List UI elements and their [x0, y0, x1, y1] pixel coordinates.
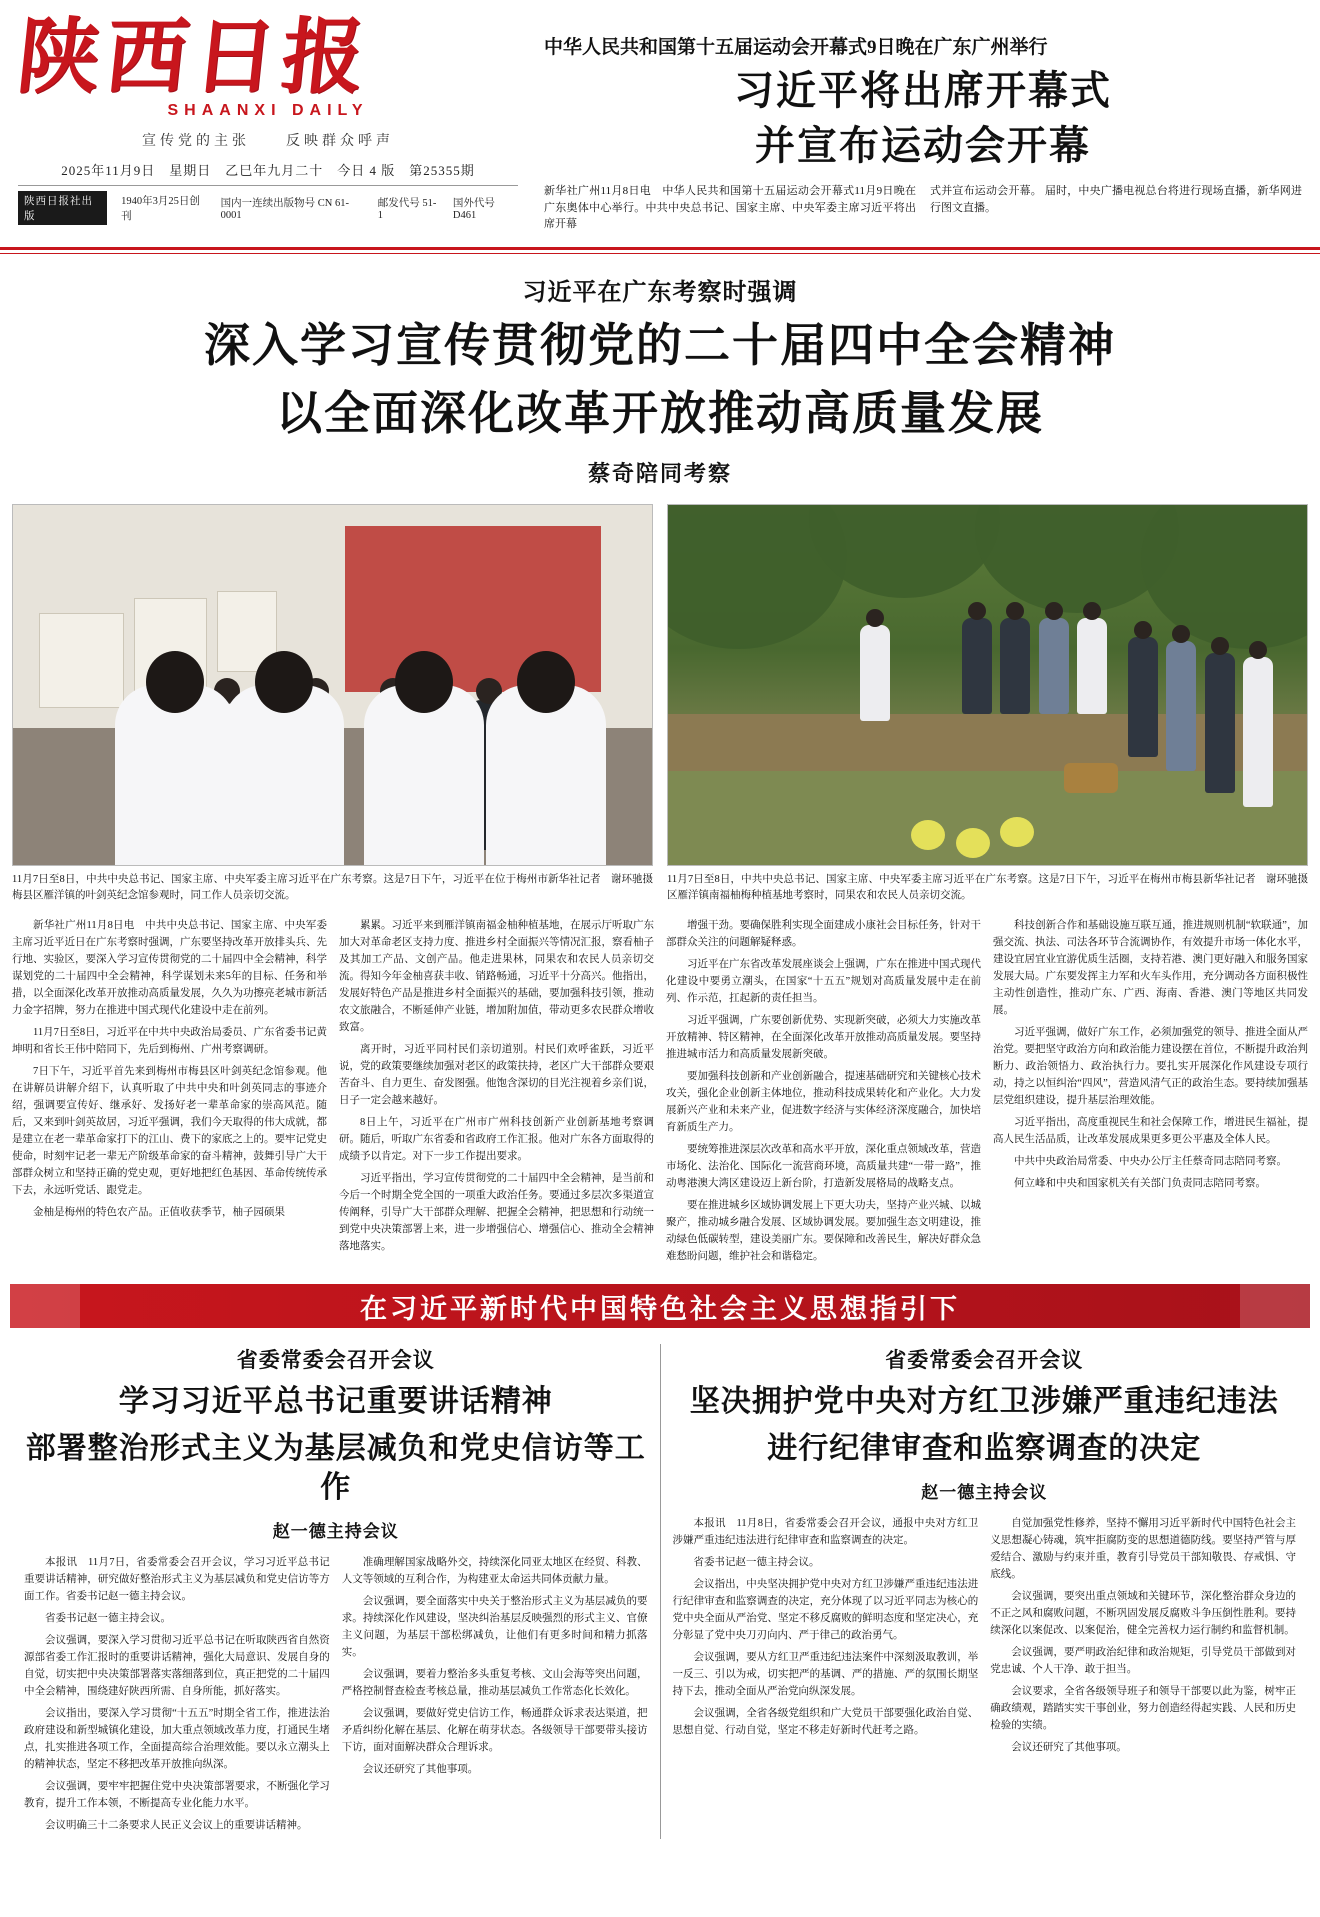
- photo-block-2: [667, 504, 1308, 904]
- masthead-divider: [18, 185, 518, 186]
- paragraph: 要在推进城乡区域协调发展上下更大功夫，坚持产业兴城、以城聚产，推动城乡融合发展、区域协调发展。要加强生态文明建设，推动绿色低碳转型，建设美丽广东。要保障和改善民生，解决好群众急难愁盼问题，维护社会和谐稳定。: [666, 1200, 981, 1263]
- section-banner-text: 在习近平新时代中国特色社会主义思想指引下: [360, 1293, 960, 1324]
- bottom-story-1-subhead: 赵一德主持会议: [272, 1522, 399, 1542]
- founded-date: 1940年3月25日创刊: [121, 196, 200, 223]
- paragraph: 会议明确三十二条要求人民正义会议上的重要讲话精神。: [45, 1820, 308, 1832]
- bottom-stories: [0, 1328, 1320, 1839]
- paragraph: 中共中央政治局常委、中央办公厅主任蔡奇同志陪同考察。: [1014, 1156, 1287, 1168]
- paragraph: 金柚是梅州的特色农产品。正值收获季节，柚子园硕果: [33, 1207, 285, 1219]
- main-kicker: 习近平在广东考察时强调: [522, 279, 798, 306]
- photo-block-1: [12, 504, 653, 904]
- lead-kicker: 中华人民共和国第十五届运动会开幕式9日晚在广东广州举行: [544, 37, 1048, 58]
- photo-caption-2: [667, 872, 1308, 904]
- bottom-story-2-kicker: 省委常委会召开会议: [885, 1348, 1084, 1373]
- lead-body-col1: 新华社广州11月8日电 中华人民共和国第十五届运动会开幕式11月9日晚在广东奥体中心举行。中共中央总书记、国家主席、中央军委主席习近平将出席开幕: [544, 185, 916, 231]
- paragraph: 会议强调，要深入学习贯彻习近平总书记在听取陕西省自然资源部省委工作汇报时的重要讲话精神，强化大局意识、发展自身的自觉，切实把中央决策部署落实落细落到位，真正把党的二十届四中全会精神，围绕建好陕西所需、自身所能，抓好落实。: [24, 1635, 330, 1698]
- paragraph: 7日下午，习近平首先来到梅州市梅县区叶剑英纪念馆参观。他在讲解员讲解介绍下，认真听取了中共中央和叶剑英同志的事迹介绍，强调要宣传好、继承好、发扬好老一辈革命家的崇高风范。随后，又来到叶剑英故居，习近平强调，我们今天取得的伟大成就，都是建立在老一辈革命家打下的江山、费下的家底之上的。要牢记党史使命，时刻牢记老一辈无产阶级革命家的奋斗精神，鼓舞引导广大干部群众树立和坚持正确的党史观，更好地把红色基因、革命传统传承下去，永远听党话、跟党走。: [12, 1066, 327, 1197]
- bottom-story-1-headline-l2: 部署整治形式主义为基层减负和党史信访等工作: [25, 1432, 646, 1505]
- paragraph: 习近平指出，学习宣传贯彻党的二十届四中全会精神，是当前和今后一个时期全党全国的一项重大政治任务。要通过多层次多渠道宣传阐释，引导广大干部群众理解、把握全会精神，把思想和行动统一到党中央决策部署上来，进一步增强信心、增强信心、推动全会精神落地落实。: [339, 1173, 654, 1253]
- paragraph: 何立峰和中央和国家机关有关部门负责同志陪同考察。: [1014, 1178, 1266, 1190]
- photo-caption-text-2: 11月7日至8日，中共中央总书记、国家主席、中央军委主席习近平在广东考察。这是7日下午，习近平在梅州市梅县区雁洋镇南福柚梅种植基地考察时，同果农和农民人员亲切交流。: [667, 873, 1203, 901]
- photo-caption-1: [12, 872, 653, 904]
- photo-credit-2: 新华社记者 谢环驰摄: [1203, 873, 1308, 885]
- photo-credit-1: 新华社记者 谢环驰摄: [548, 873, 653, 885]
- paragraph: 会议强调，全省各级党组织和广大党员干部要强化政治自觉、思想自觉、行动自觉，坚定不移走好新时代赶考之路。: [672, 1708, 979, 1737]
- bottom-story-1-kicker: 省委常委会召开会议: [236, 1348, 435, 1373]
- main-headline-line2: 以全面深化改革开放推动高质量发展: [276, 387, 1044, 439]
- paragraph: 会议还研究了其他事项。: [1011, 1742, 1127, 1754]
- paragraph: 本报讯 11月7日，省委常委会召开会议，学习习近平总书记重要讲话精神，研究做好整治形式主义为基层减负和党史信访等方面工作。省委书记赵一德主持会议。: [24, 1557, 330, 1603]
- bottom-story-2-subhead: 赵一德主持会议: [921, 1483, 1048, 1503]
- red-divider: [0, 247, 1320, 254]
- paragraph: 要加强科技创新和产业创新融合，提速基础研究和关键核心技术攻关，强化企业创新主体地位，推动科技成果转化和产业化。大力发展新兴产业和未来产业，促进数字经济与实体经济深度融合，加快培育新质生产力。: [666, 1071, 981, 1134]
- bottom-story-2-body: [673, 1515, 1297, 1761]
- paragraph: 累累。习近平来到雁洋镇南福金柚种植基地，在展示厅听取广东加大对革命老区支持力度、推进乡村全面振兴等情况汇报，察看柚子及其加工产品、文创产品。他走进果林，同果农和农民人员亲切交流。得知今年金柚喜获丰收、销路畅通，习近平十分高兴。他指出，发展好特色产品是推进乡村全面振兴的基础，要加强科技引领，推动农文旅融合，不断延伸产业链，增加附加值，带动更多农民群众增收致富。: [339, 920, 654, 1034]
- cn-number: 国内一连续出版物号 CN 61-0001: [220, 198, 349, 222]
- paragraph: 省委书记赵一德主持会议。: [693, 1557, 820, 1569]
- paragraph: 11月7日至8日，习近平在中共中央政治局委员、广东省委书记黄坤明和省长王伟中陪同下，先后到梅州、广州考察调研。: [12, 1027, 327, 1056]
- paragraph: 会议强调，要突出重点领域和关键环节，深化整治群众身边的不正之风和腐败问题，不断巩固发展反腐败斗争压倒性胜利。要持续深化以案促改、以案促治，健全完善权力运行制约和监督机制。: [990, 1591, 1296, 1637]
- paragraph: 本报讯 11月8日，省委常委会召开会议，通报中央对方红卫涉嫌严重违纪违法进行纪律审查和监察调查的决定。: [672, 1518, 979, 1547]
- paragraph: 自觉加强党性修养，坚持不懈用习近平新时代中国特色社会主义思想凝心铸魂，筑牢拒腐防变的思想道德防线。要坚持严管与厚爱结合、激励与约束并重，教育引导党员干部知敬畏、存戒惧、守底线。: [990, 1518, 1296, 1581]
- photo-row: [0, 504, 1320, 904]
- bottom-story-1-body: [24, 1554, 648, 1839]
- lead-body: [544, 183, 1302, 237]
- publisher-tag: 陕西日报社出版: [18, 191, 107, 225]
- paragraph: 习近平强调，做好广东工作，必须加强党的领导、推进全面从严治党。要把坚守政治方向和政治能力建设摆在首位，不断提升政治判断力、政治领悟力、政治执行力。要扎实开展深化作风建设专项行动，持之以恒纠治“四风”，营造风清气正的政治生态。要持续加强基层党组织建设，提升基层治理效能。: [993, 1027, 1308, 1107]
- main-headline-line1: 深入学习宣传贯彻党的二十届四中全会精神: [204, 319, 1116, 371]
- newspaper-title: 陕西日报: [12, 9, 376, 105]
- photo-meizhou-orchard: [667, 504, 1308, 866]
- bottom-story-2-headline-l1: 坚决拥护党中央对方红卫涉嫌严重违纪违法: [689, 1385, 1279, 1419]
- lead-headline-line2: 并宣布运动会开幕: [755, 123, 1091, 169]
- newspaper-title-en: SHAANXI DAILY: [167, 102, 369, 120]
- paragraph: 会议指出，要深入学习贯彻“十五五”时期全省工作，推进法治政府建设和新型城镇化建设，加大重点领域改革力度，打通民生堵点，扎实推进各项工作，全面提高综合治理效能。要以永立潮头上的精神状态，坚定不移把改革开放推向纵深。: [24, 1708, 330, 1771]
- photo-meizhou-memorial: [12, 504, 653, 866]
- article-column-2: [339, 917, 654, 1270]
- paragraph: 会议强调，要牢牢把握住党中央决策部署要求，不断强化学习教育，提升工作本领，不断提高专业化能力水平。: [24, 1781, 330, 1810]
- overseas-code: 国外代号 D461: [452, 198, 495, 222]
- bottom-story-1-headline-l1: 学习习近平总书记重要讲话精神: [118, 1385, 553, 1419]
- paragraph: 会议指出，中央坚决拥护党中央对方红卫涉嫌严重违纪违法进行纪律审查和监察调查的决定，充分体现了以习近平同志为核心的党中央全面从严治党、坚定不移反腐败的鲜明态度和坚定决心，充分彰显了党中央刀刃向内、严于律己的政治勇气。: [672, 1579, 979, 1642]
- paragraph: 习近平在广东省改革发展座谈会上强调，广东在推进中国式现代化建设中要勇立潮头，在国家“十五五”规划对高质量发展中走在前列、作示范，扛起新的责任担当。: [666, 959, 981, 1005]
- bottom-story-2: [661, 1344, 1309, 1839]
- masthead-lead-story: [518, 14, 1302, 237]
- paragraph: 会议强调，要全面落实中央关于整治形式主义为基层减负的要求。持续深化作风建设，坚决纠治基层反映强烈的形式主义、官僚主义问题，为基层干部松绑减负，让他们有更多时间和精力抓落实。: [341, 1596, 648, 1659]
- bottom-story-2-column-2: [990, 1515, 1296, 1761]
- paragraph: 要统筹推进深层次改革和高水平开放，深化重点领域改革，营造市场化、法治化、国际化一流营商环境，高质量共建“一带一路”，推动粤港澳大湾区建设迈上新台阶，打造新发展格局的战略支点。: [666, 1144, 981, 1190]
- paragraph: 会议强调，要做好党史信访工作，畅通群众诉求表达渠道，把矛盾纠纷化解在基层、化解在萌芽状态。各级领导干部要带头接访下访，面对面解决群众合理诉求。: [341, 1708, 648, 1754]
- postal-code: 邮发代号 51-1: [377, 198, 437, 222]
- paragraph: 会议强调，要着力整治多头重复考核、文山会海等突出问题，严格控制督查检查考核总量，推动基层减负工作常态化长效化。: [341, 1669, 648, 1698]
- masthead: [0, 0, 1320, 237]
- paragraph: 习近平强调，广东要创新优势、实现新突破，必须大力实施改革开放精神、特区精神，在全面深化改革开放推动高质量发展。要坚持推进城市活力和高质量发展新突破。: [666, 1015, 981, 1061]
- masthead-left: [12, 9, 518, 225]
- article-column-4: [993, 917, 1308, 1270]
- article-column-3: [666, 917, 981, 1270]
- paragraph: 增强干劲。要确保胜利实现全面建成小康社会目标任务，针对干部群众关注的问题解疑释惑。: [666, 920, 981, 949]
- lead-headline-line1: 习近平将出席开幕式: [734, 68, 1112, 113]
- masthead-imprint: [18, 191, 518, 225]
- bottom-story-2-column-1: [673, 1515, 979, 1761]
- bottom-story-2-headline-l2: 进行纪律审查和监察调查的决定: [767, 1432, 1202, 1466]
- paragraph: 会议还研究了其他事项。: [362, 1764, 479, 1776]
- article-body: [0, 903, 1320, 1270]
- paragraph: 省委书记赵一德主持会议。: [45, 1613, 171, 1625]
- paragraph: 会议强调，要严明政治纪律和政治规矩，引导党员干部做到对党忠诚、个人干净、敢于担当。: [990, 1647, 1296, 1676]
- paragraph: 离开时，习近平同村民们亲切道别。村民们欢呼雀跃，习近平说，党的政策要继续加强对老区的政策扶持，老区广大干部群众要艰苦奋斗、自力更生、奋发图强。他饱含深切的目光注视着乡亲们说，日子一定会越来越好。: [339, 1044, 654, 1107]
- photo-caption-text-1: 11月7日至8日，中共中央总书记、国家主席、中央军委主席习近平在广东考察。这是7日下午，习近平在位于梅州市梅县区雁洋镇的叶剑英纪念馆参观时，同工作人员亲切交流。: [12, 873, 548, 901]
- bottom-story-1-column-1: [24, 1554, 330, 1839]
- paragraph: 习近平指出，高度重视民生和社会保障工作，增进民生福祉，提高人民生活品质，让改革发展成果更多更公平惠及全体人民。: [993, 1117, 1308, 1146]
- main-subheadline: 蔡奇陪同考察: [587, 460, 732, 486]
- lead-body-col2: 式并宣布运动会开幕。 届时，中央广播电视总台将进行现场直播，新华网进行图文直播。: [930, 185, 1302, 214]
- newspaper-slogan: 宣传党的主张 反映群众呼声: [142, 134, 394, 150]
- paragraph: 新华社广州11月8日电 中共中央总书记、国家主席、中央军委主席习近平近日在广东考察时强调，广东要坚持改革开放排头兵、先行地、实验区，要深入学习宣传贯彻党的二十届四中全会精神，科学谋划党的二十届四中全会精神，科学谋划未来5年的目标、任务和举措，以全面深化改革开放推动高质量发展，久久为功擦亮老城市新活力金字招牌，努力在推进中国式现代化建设中走在前列。: [12, 920, 327, 1017]
- section-banner: [10, 1284, 1310, 1328]
- paragraph: 8日上午，习近平在广州市广州科技创新产业创新基地考察调研。随后，听取广东省委和省政府工作汇报。他对广东各方面取得的成绩予以肯定。对下一步工作提出要求。: [339, 1117, 654, 1163]
- paragraph: 会议要求，全省各级领导班子和领导干部要以此为鉴，树牢正确政绩观，踏踏实实干事创业，努力创造经得起实践、人民和历史检验的实绩。: [990, 1686, 1296, 1732]
- bottom-story-1: [12, 1344, 661, 1839]
- paragraph: 科技创新合作和基础设施互联互通，推进规则机制“软联通”，加强交流、执法、司法各环节合流调协作，有效提升市场一体化水平，建设宜居宜业宜游优质生活圈，支持若港、澳门更好融入和服务国家发展大局。广东要发挥主力军和火车头作用，充分调动各方面积极性主动性创造性，推动广东、广西、海南、香港、澳门等地区共同发展。: [993, 920, 1308, 1017]
- bottom-story-1-column-2: [342, 1554, 648, 1839]
- paragraph: 准确理解国家战略外交，持续深化同亚太地区在经贸、科教、人文等领域的互利合作，为构建亚太命运共同体贡献力量。: [341, 1557, 648, 1586]
- newspaper-dateline: 2025年11月9日 星期日 乙巳年九月二十 今日 4 版 第25355期: [61, 163, 475, 179]
- paragraph: 会议强调，要从方红卫严重违纪违法案件中深刻汲取教训，举一反三、引以为戒，切实把严的基调、严的措施、严的氛围长期坚持下去，推动全面从严治党向纵深发展。: [672, 1652, 979, 1698]
- article-column-1: [12, 917, 327, 1270]
